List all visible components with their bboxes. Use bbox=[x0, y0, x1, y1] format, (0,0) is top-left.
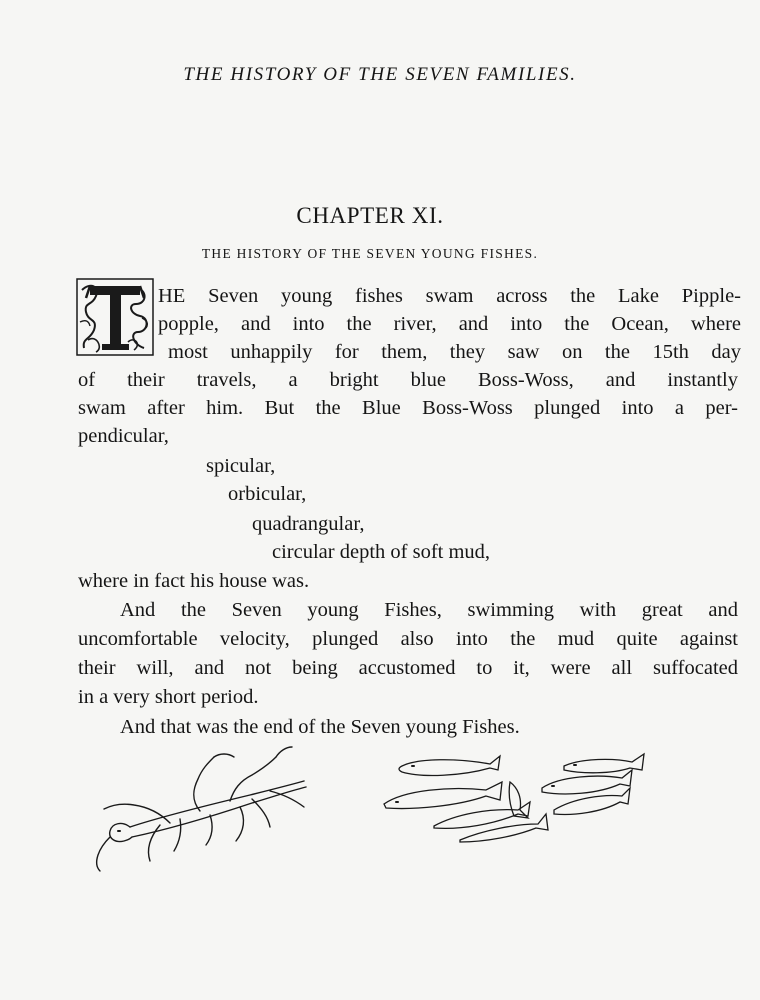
text-line-14: their will, and not being accustomed to it, were all suffocated bbox=[78, 657, 738, 679]
text-line-7: spicular, bbox=[206, 455, 276, 477]
drop-cap-letter bbox=[76, 278, 154, 356]
text-line-9: quadrangular, bbox=[252, 513, 365, 535]
text-line-3: most unhappily for them, they saw on the 15th day bbox=[168, 341, 741, 363]
text-line-5: swam after him. But the Blue Boss-Woss plunged into a per- bbox=[78, 397, 738, 419]
text-line-12: And the Seven young Fishes, swimming with great and bbox=[120, 599, 738, 621]
text-line-13: uncomfortable velocity, plunged also into the mud quite against bbox=[78, 628, 738, 650]
text-line-16: And that was the end of the Seven young Fishes. bbox=[120, 716, 520, 738]
chapter-title: CHAPTER XI. bbox=[296, 203, 444, 228]
text-line-10: circular depth of soft mud, bbox=[272, 541, 491, 563]
running-head: THE HISTORY OF THE SEVEN FAMILIES. bbox=[183, 64, 577, 85]
text-line-4: of their travels, a bright blue Boss-Woss, and instantly bbox=[78, 369, 738, 391]
chapter-subtitle: THE HISTORY OF THE SEVEN YOUNG FISHES. bbox=[201, 246, 539, 261]
text-line-15: in a very short period. bbox=[78, 686, 259, 708]
text-line-2: popple, and into the river, and into the Ocean, where bbox=[158, 313, 741, 335]
seven-fishes-illustration bbox=[378, 752, 650, 844]
drop-cap-ornament bbox=[76, 278, 154, 356]
text-line-8: orbicular, bbox=[228, 483, 307, 505]
text-line-6: pendicular, bbox=[78, 425, 169, 447]
boss-woss-illustration bbox=[90, 745, 320, 880]
text-line-1: HE Seven young fishes swam across the Lake Pipple- bbox=[158, 285, 741, 307]
text-line-11: where in fact his house was. bbox=[78, 570, 310, 592]
